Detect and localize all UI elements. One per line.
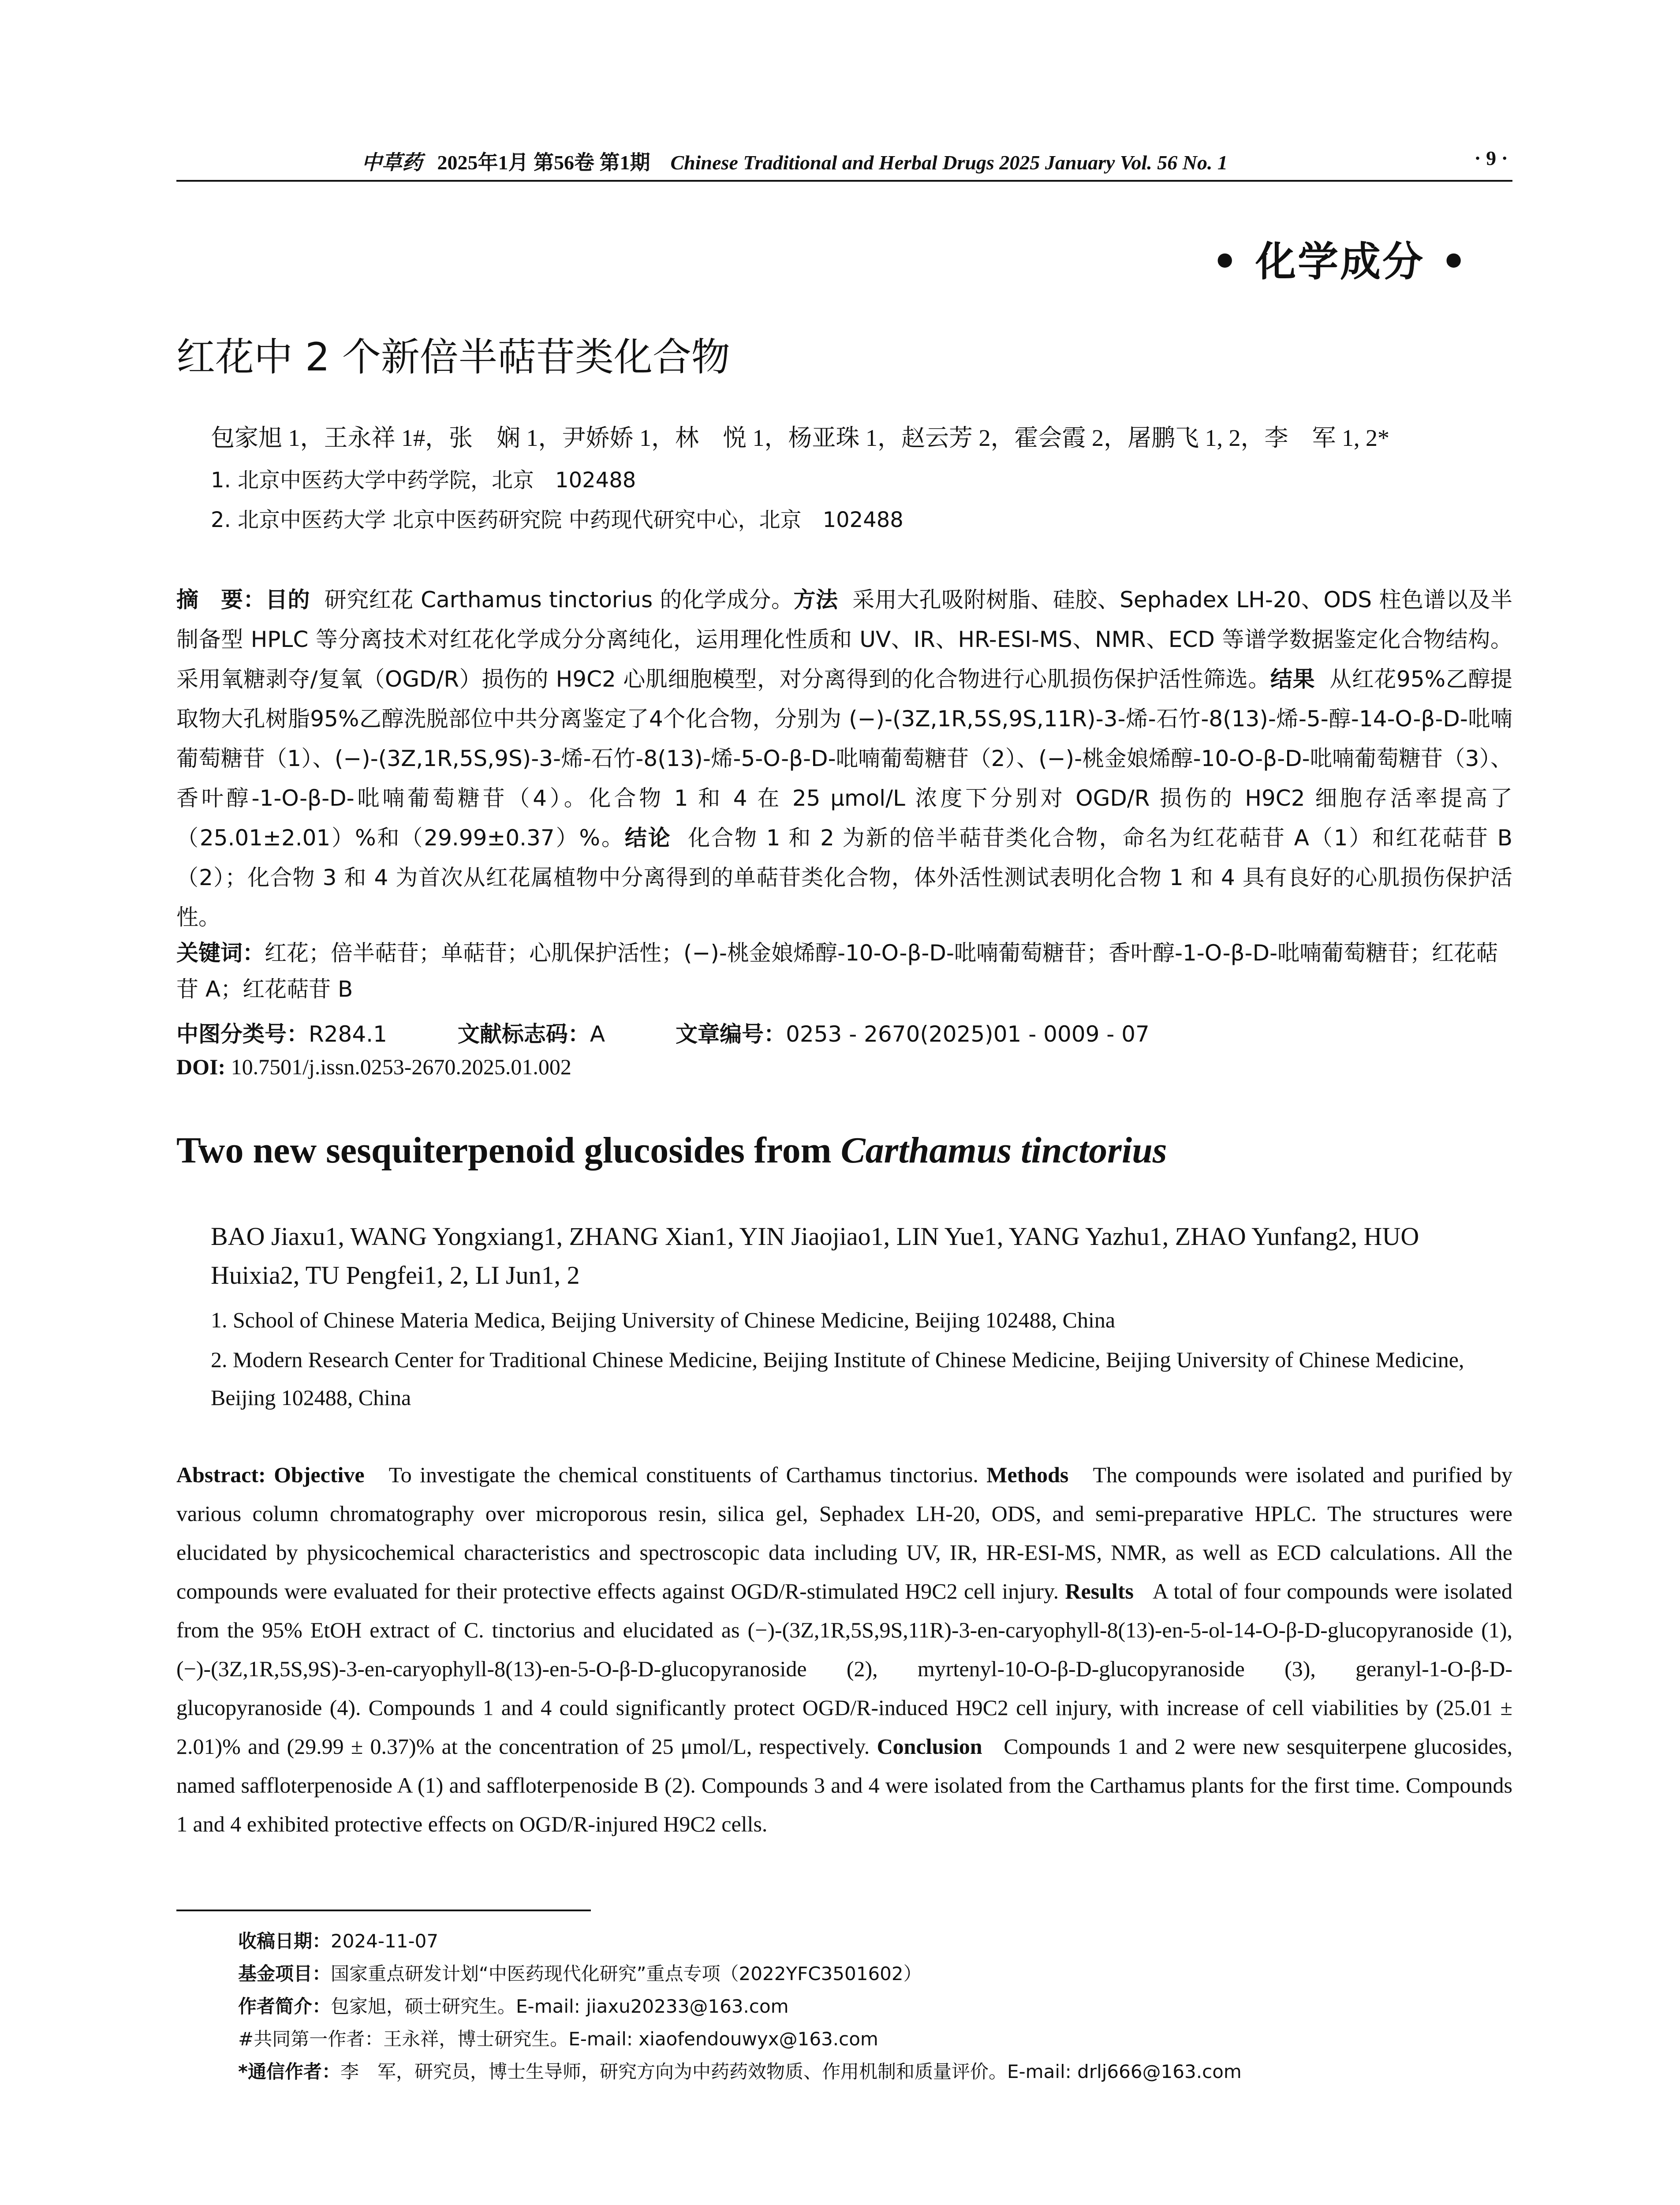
en-title-plain: Two new sesquiterpenoid glucosides from — [176, 1130, 841, 1171]
header-cn-issue: 2025年1月 第56卷 第1期 — [437, 151, 650, 174]
cn-abstract-label: 摘 要： — [176, 587, 265, 613]
doc-code-label: 文献标志码： — [457, 1021, 590, 1047]
section-label: • 化学成分 • — [1212, 238, 1468, 285]
cn-methods: 采用大孔吸附树脂、硅胶、Sephadex LH-20、ODS 柱色谱以及半制备型 HPLC 等分离技术对红花化学成分分离纯化，运用理化性质和 UV、IR、HR-ESI-MS、NMR、ECD 等谱学数据鉴定化合物结构。采用氧糖剥夺/复氧（OGD/R）损伤的 H9C2 心肌细胞模型，对分离得到的化合物进行心肌损伤保护活性筛选。 — [176, 587, 1513, 692]
doc-code-value: A — [590, 1021, 605, 1047]
en-objective: To investigate the chemical constituents of Carthamus tinctorius. — [388, 1462, 978, 1487]
en-results-label: Results — [1065, 1579, 1134, 1603]
en-conclusion: Compounds 1 and 2 were new sesquiterpene glucosides, named saffloterpenoside A (1) and saffloterpenoside B (2). Compounds 3 and 4 were isolated from the Carthamus plants for the first time. Compounds 1 and 4 exhibited protective effects on OGD/R-injured H9C2 cells. — [176, 1734, 1513, 1836]
cn-methods-label: 方法 — [793, 587, 838, 613]
en-authors: BAO Jiaxu1, WANG Yongxiang1, ZHANG Xian1, YIN Jiaojiao1, LIN Yue1, YANG Yazhu1, ZHAO Yunfang2, HUO Huixia2, TU Pengfei1, 2, LI Jun1, 2 — [211, 1222, 1419, 1289]
cn-results: 从红花95%乙醇提取物大孔树脂95%乙醇洗脱部位中共分离鉴定了4个化合物，分别为 (−)-(3Z,1R,5S,9S,11R)-3-烯-石竹-8(13)-烯-5-醇-14-O-β-D-吡喃葡萄糖苷（1）、(−)-(3Z,1R,5S,9S)-3-烯-石竹-8(13)-烯-5-O-β-D-吡喃葡萄糖苷（2）、(−)-桃金娘烯醇-10-O-β-D-吡喃葡萄糖苷（3）、香叶醇-1-O-β-D-吡喃葡萄糖苷（4）。化合物 1 和 4 在 25 μmol/L 浓度下分别对 OGD/R 损伤的 H9C2 细胞存活率提高了（25.01±2.01）%和（29.99±0.37）%。 — [176, 666, 1513, 851]
cn-objective-label: 目的 — [265, 587, 310, 613]
journal-logo: 中草药 — [362, 151, 422, 174]
en-affiliation-1: 1. School of Chinese Materia Medica, Beijing University of Chinese Medicine, Beijing 102488, China — [211, 1308, 1116, 1332]
cn-affiliation-2: 2. 北京中医药大学 北京中医药研究院 中药现代研究中心，北京 102488 — [211, 508, 903, 532]
cn-keywords-text: 红花；倍半萜苷；单萜苷；心肌保护活性；(−)-桃金娘烯醇-10-O-β-D-吡喃葡萄糖苷；香叶醇-1-O-β-D-吡喃葡萄糖苷；红花萜苷 A；红花萜苷 B — [176, 940, 1498, 1002]
footnote-author-bio: 作者简介：包家旭，硕士研究生。E-mail: jiaxu20233@163.com — [238, 1996, 789, 2017]
article-no-label: 文章编号： — [676, 1021, 786, 1047]
en-abstract-label: Abstract: Objective — [176, 1462, 365, 1487]
cn-conclusion: 化合物 1 和 2 为新的倍半萜苷类化合物，命名为红花萜苷 A（1）和红花萜苷 B（2）；化合物 3 和 4 为首次从红花属植物中分离得到的单萜苷类化合物，体外活性测试表明化合物 1 和 4 具有良好的心肌损伤保护活性。 — [176, 825, 1512, 930]
cn-keywords-label: 关键词： — [176, 940, 265, 966]
en-title-italic: Carthamus tinctorius — [840, 1130, 1167, 1171]
doi — [176, 1054, 571, 1080]
en-results: A total of four compounds were isolated from the 95% EtOH extract of C. tinctorius and elucidated as (−)-(3Z,1R,5S,9S,11R)-3-en-caryophyll-8(13)-en-5-ol-14-O-β-D-glucopyranoside (1), (−)-(3Z,1R,5S,9S)-3-en-caryophyll-8(13)-en-5-O-β-D-glucopyranoside (2), myrtenyl-10-O-β-D-glucopyranoside (3), geranyl-1-O-β-D-glucopyranoside (4). Compounds 1 and 4 could significantly protect OGD/R-induced H9C2 cell injury, with increase of cell viabilities by (25.01 ± 2.01)% and (29.99 ± 0.37)% at the concentration of 25 μmol/L, respectively. — [176, 1579, 1512, 1759]
article-no-value: 0253 - 2670(2025)01 - 0009 - 07 — [786, 1021, 1150, 1047]
footnote-co-first-author: #共同第一作者：王永祥，博士研究生。E-mail: xiaofendouwyx@163.com — [238, 2028, 878, 2050]
en-abstract — [176, 1455, 1512, 1843]
cn-classification — [176, 1017, 1150, 1048]
doi-value: 10.7501/j.issn.0253-2670.2025.01.002 — [231, 1054, 571, 1079]
footnote-divider — [176, 1910, 591, 1911]
page-number: · 9 · — [1474, 147, 1508, 169]
footnote-corresponding-author: *通信作者：李 军，研究员，博士生导师，研究方向为中药药效物质、作用机制和质量评价。E-mail: drlj666@163.com — [238, 2061, 1242, 2082]
cn-abstract — [176, 580, 1512, 937]
cn-objective: 研究红花 Carthamus tinctorius 的化学成分。 — [324, 587, 794, 613]
cn-title: 红花中 2 个新倍半萜苷类化合物 — [176, 334, 730, 380]
en-title — [176, 1129, 1167, 1172]
cn-conclusion-label: 结论 — [624, 825, 672, 851]
cn-keywords — [176, 935, 1512, 1007]
doi-label: DOI: — [176, 1054, 226, 1079]
header-title — [362, 146, 1228, 176]
cn-affiliation-1: 1. 北京中医药大学中药学院，北京 102488 — [211, 468, 636, 493]
clc-label: 中图分类号： — [176, 1021, 309, 1047]
running-header — [176, 140, 1512, 182]
clc-value: R284.1 — [309, 1021, 387, 1047]
footnotes — [238, 1925, 1242, 2088]
en-conclusion-label: Conclusion — [877, 1734, 982, 1759]
en-methods-label: Methods — [986, 1462, 1069, 1487]
footnote-funding: 基金项目：国家重点研发计划“中医药现代化研究”重点专项（2022YFC3501602） — [238, 1963, 922, 1984]
cn-authors: 包家旭 1，王永祥 1#，张 娴 1，尹娇娇 1，林 悦 1，杨亚珠 1，赵云芳 2，霍会霞 2，屠鹏飞 1, 2，李 军 1, 2* — [211, 425, 1389, 451]
cn-results-label: 结果 — [1270, 666, 1315, 692]
header-en-issue: Chinese Traditional and Herbal Drugs 2025 January Vol. 56 No. 1 — [670, 151, 1228, 174]
footnote-received: 收稿日期：2024-11-07 — [238, 1930, 439, 1952]
en-methods: The compounds were isolated and purified by various column chromatography over microporous resin, silica gel, Sephadex LH-20, ODS, and semi-preparative HPLC. The structures were elucidated by physicochemical characteristics and spectroscopic data including UV, IR, HR-ESI-MS, NMR, as well as ECD calculations. All the compounds were evaluated for their protective effects against OGD/R-stimulated H9C2 cell injury. — [176, 1462, 1513, 1603]
en-affiliation-2: 2. Modern Research Center for Traditional Chinese Medicine, Beijing Institute of Chinese Medicine, Beijing University of Chinese Medicine, Beijing 102488, China — [211, 1347, 1464, 1410]
